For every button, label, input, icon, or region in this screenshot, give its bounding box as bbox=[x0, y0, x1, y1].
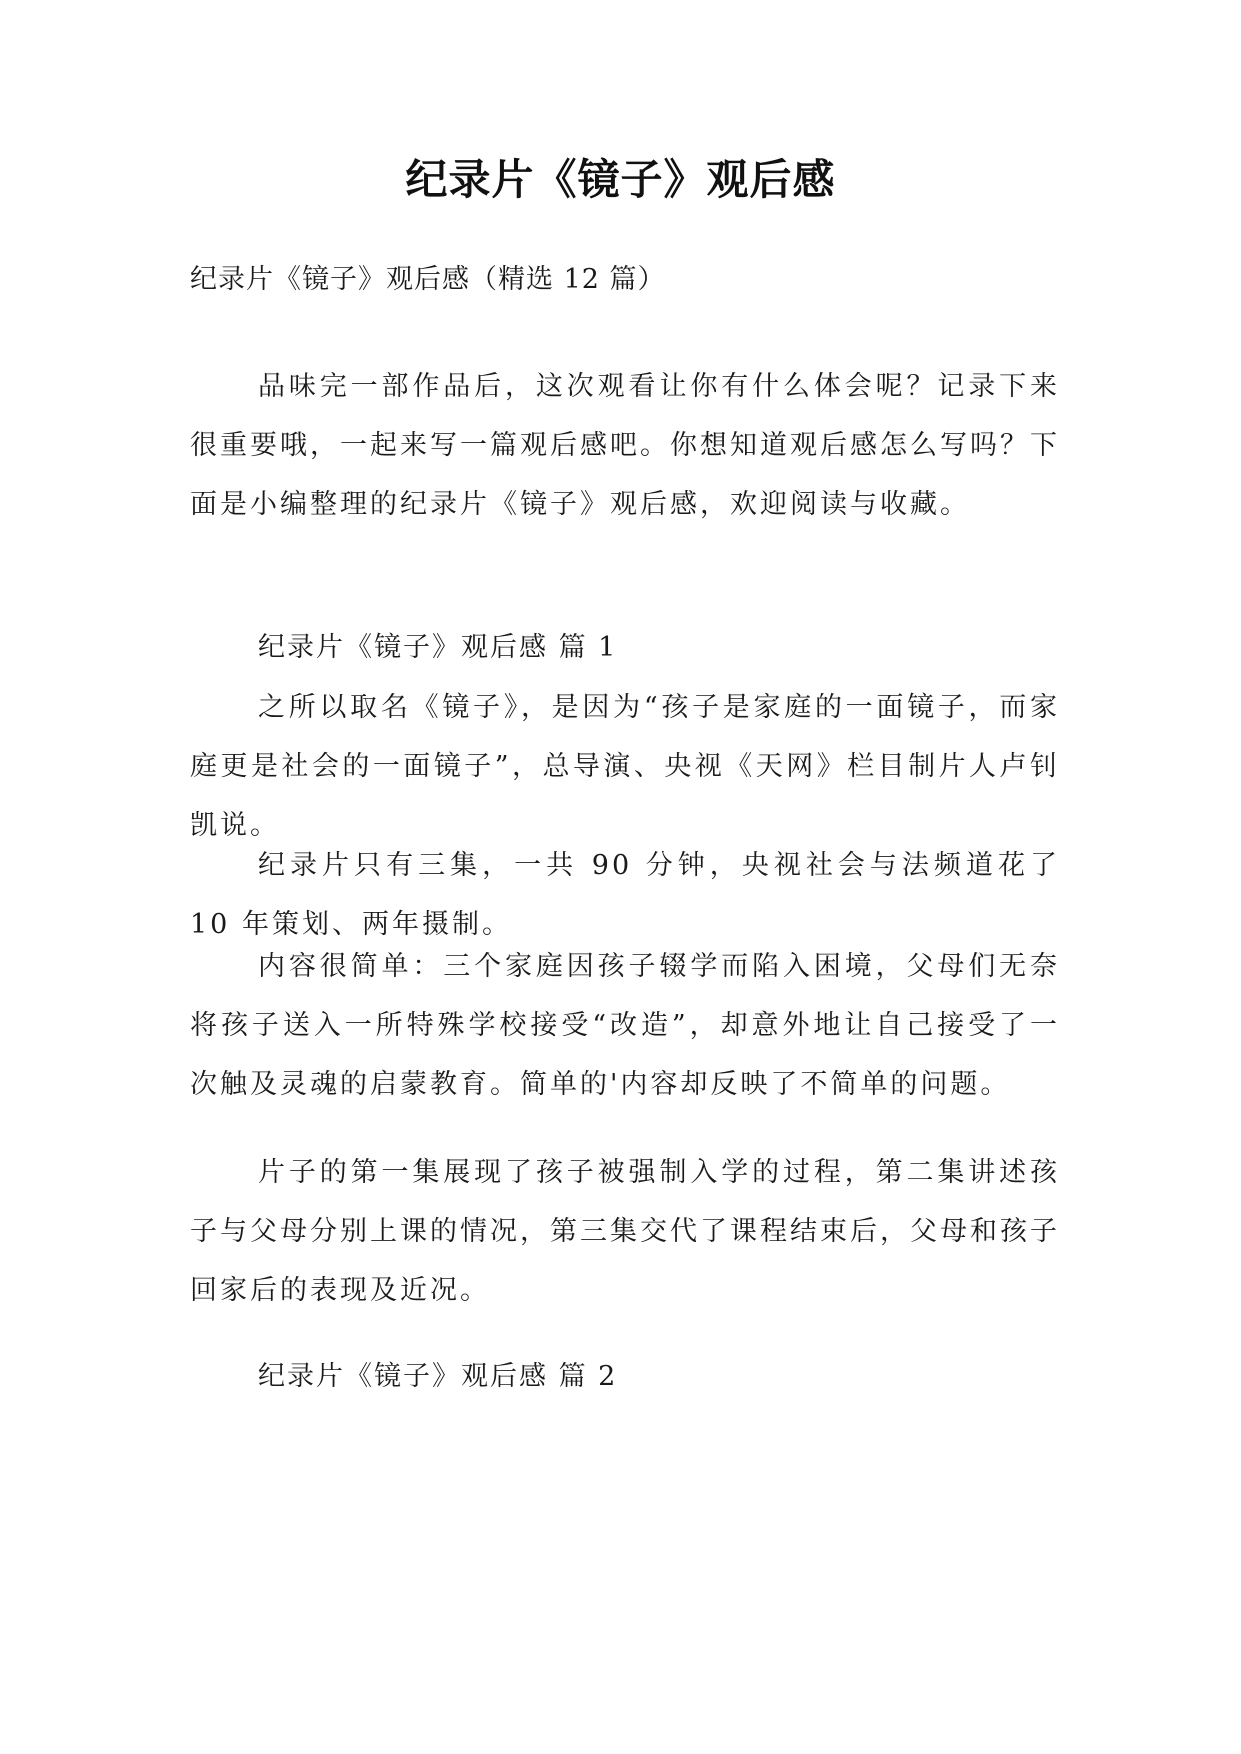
intro-paragraph: 品味完一部作品后，这次观看让你有什么体会呢？记录下来很重要哦，一起来写一篇观后感吧。你想知道观后感怎么写吗？下面是小编整理的纪录片《镜子》观后感，欢迎阅读与收藏。 bbox=[190, 371, 1060, 520]
section-heading-1: 纪录片《镜子》观后感 篇 1 bbox=[258, 632, 618, 663]
document-subtitle: 纪录片《镜子》观后感（精选 12 篇） bbox=[190, 264, 666, 295]
section-1-paragraph-3: 内容很简单：三个家庭因孩子辍学而陷入困境，父母们无奈将孩子送入一所特殊学校接受“改造”，却意外地让自己接受了一次触及灵魂的启蒙教育。简单的'内容却反映了不简单的问题。 bbox=[190, 951, 1060, 1100]
section-1-paragraph-2: 纪录片只有三集，一共 90 分钟，央视社会与法频道花了 10 年策划、两年摄制。 bbox=[190, 850, 1060, 940]
section-1-paragraph-1: 之所以取名《镜子》，是因为“孩子是家庭的一面镜子，而家庭更是社会的一面镜子”，总导演、央视《天网》栏目制片人卢钊凯说。 bbox=[190, 692, 1060, 841]
document-title: 纪录片《镜子》观后感 bbox=[405, 155, 836, 204]
section-heading-2: 纪录片《镜子》观后感 篇 2 bbox=[258, 1361, 618, 1392]
section-1-paragraph-4: 片子的第一集展现了孩子被强制入学的过程，第二集讲述孩子与父母分别上课的情况，第三集交代了课程结束后，父母和孩子回家后的表现及近况。 bbox=[190, 1157, 1060, 1306]
